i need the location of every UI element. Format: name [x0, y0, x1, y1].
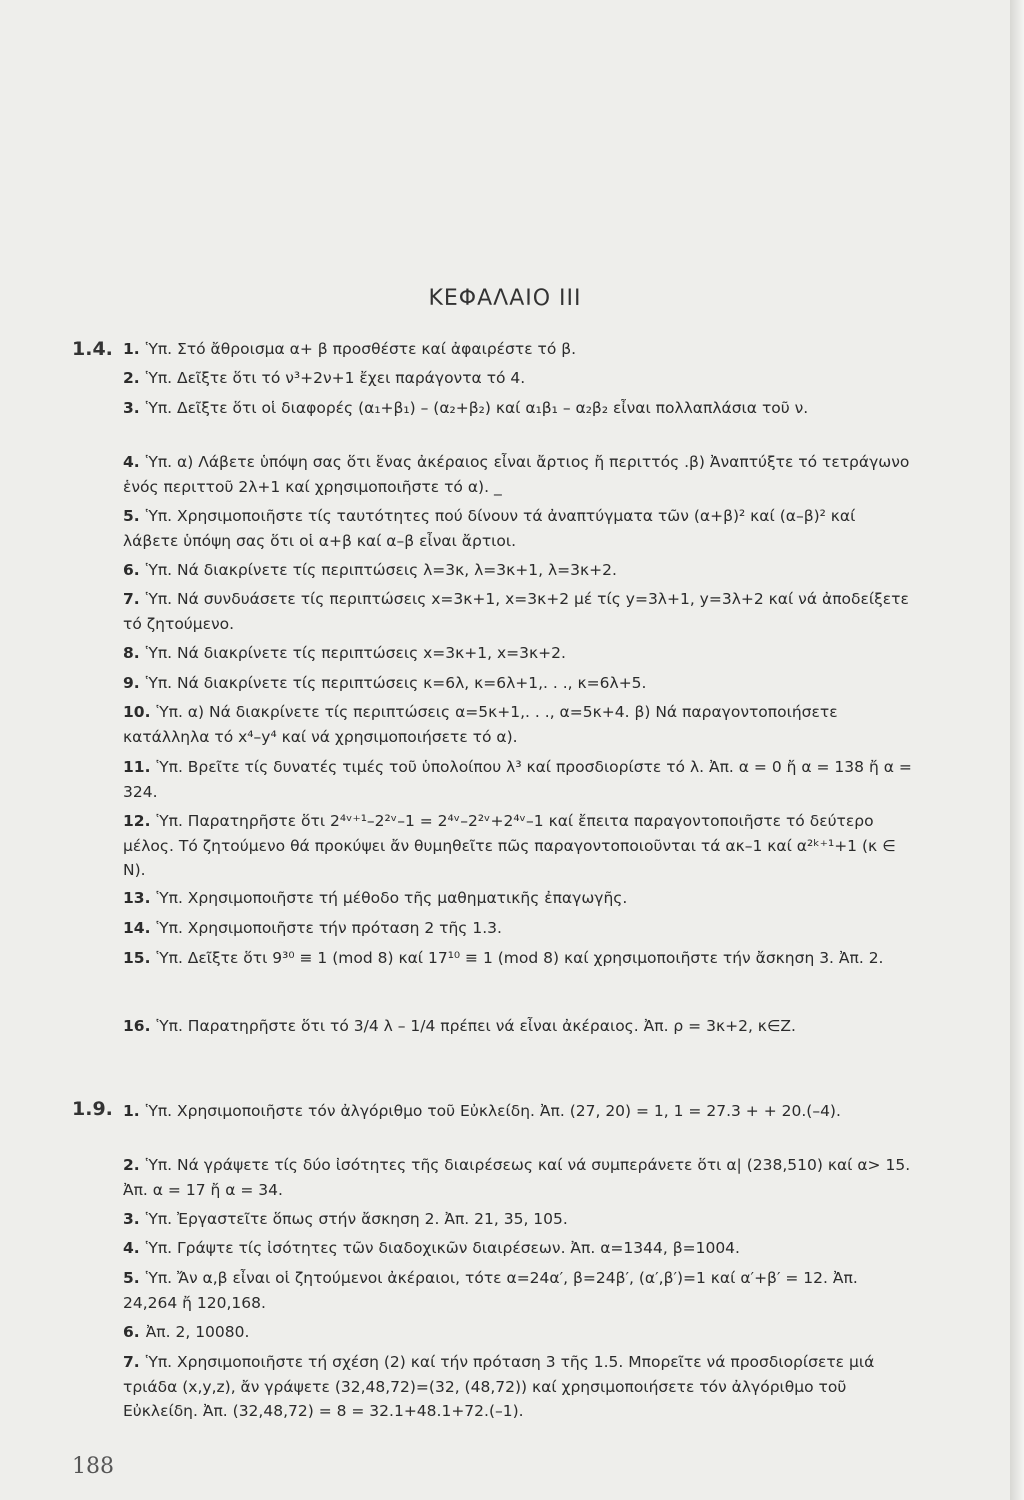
item-number: 11. — [123, 758, 151, 776]
item-number: 1. — [123, 340, 140, 358]
item-number: 3. — [123, 1210, 140, 1228]
item-number: 5. — [123, 1269, 140, 1287]
item-text: Ὑπ. Γράψτε τίς ἰσότητες τῶν διαδοχικῶν διαιρέσεων. Ἀπ. α=1344, β=1004. — [145, 1239, 740, 1257]
section-number: 1.4. — [72, 338, 113, 360]
item-number: 13. — [123, 889, 151, 907]
item-number: 5. — [123, 507, 140, 525]
exercise-item — [123, 641, 913, 666]
item-text: Ὑπ. Νά συνδυάσετε τίς περιπτώσεις x=3κ+1, x=3κ+2 μέ τίς y=3λ+1, y=3λ+2 καί νά ἀποδείξετε τό ζητούμενο. — [123, 590, 909, 633]
item-text: Ὑπ. Βρεῖτε τίς δυνατές τιμές τοῦ ὑπολοίπου λ³ καί προσδιορίστε τό λ. Ἀπ. α = 0 ἤ α = 138 ἤ α = 324. — [123, 758, 912, 801]
item-number: 10. — [123, 703, 151, 721]
item-number: 2. — [123, 369, 140, 387]
item-number: 12. — [123, 812, 151, 830]
exercise-item — [123, 1153, 913, 1202]
exercise-item — [123, 504, 913, 553]
item-text: Ὑπ. Ἐργαστεῖτε ὅπως στήν ἄσκηση 2. Ἀπ. 21, 35, 105. — [145, 1210, 568, 1228]
item-number: 6. — [123, 561, 140, 579]
item-text: Ἀπ. 2, 10080. — [145, 1323, 250, 1341]
item-text: Ὑπ. α) Νά διακρίνετε τίς περιπτώσεις α=5κ+1,. . ., α=5κ+4. β) Νά παραγοντοποιήσετε κατάλληλα τό x⁴–y⁴ καί νά χρησιμοποιήσετε τό α). — [123, 703, 838, 746]
item-number: 7. — [123, 590, 140, 608]
section-number: 1.9. — [72, 1098, 113, 1120]
item-number: 14. — [123, 919, 151, 937]
exercise-item — [123, 396, 913, 421]
item-number: 1. — [123, 1102, 140, 1120]
exercise-item — [123, 366, 913, 391]
item-text: Ὑπ. Νά διακρίνετε τίς περιπτώσεις κ=6λ, κ=6λ+1,. . ., κ=6λ+5. — [145, 674, 647, 692]
item-text: Ὑπ. Χρησιμοποιῆστε τή μέθοδο τῆς μαθηματικῆς ἐπαγωγῆς. — [156, 889, 628, 907]
chapter-title: ΚΕΦΑΛΑΙΟ III — [428, 286, 582, 311]
exercise-item — [123, 587, 913, 636]
exercise-item — [123, 809, 913, 883]
item-text: Ὑπ. Νά διακρίνετε τίς περιπτώσεις λ=3κ, λ=3κ+1, λ=3κ+2. — [145, 561, 617, 579]
item-text: Ὑπ. Παρατηρῆστε ὅτι τό 3/4 λ – 1/4 πρέπει νά εἶναι ἀκέραιος. Ἀπ. ρ = 3κ+2, κ∈Z. — [156, 1017, 796, 1035]
exercise-item — [123, 337, 913, 362]
item-text: Ὑπ. Νά διακρίνετε τίς περιπτώσεις x=3κ+1, x=3κ+2. — [145, 644, 566, 662]
item-text: Ὑπ. Νά γράψετε τίς δύο ἰσότητες τῆς διαιρέσεως καί νά συμπεράνετε ὅτι α| (238,510) καί α> 15. Ἀπ. α = 17 ἤ α = 34. — [123, 1156, 911, 1199]
item-text: Ὑπ. Ἄν α,β εἶναι οἱ ζητούμενοι ἀκέραιοι, τότε α=24α′, β=24β′, (α′,β′)=1 καί α′+β′ = 12. Ἀπ. 24,264 ἤ 120,168. — [123, 1269, 858, 1312]
item-text: Ὑπ. Παρατηρῆστε ὅτι 2⁴ᵛ⁺¹–2²ᵛ–1 = 2⁴ᵛ–2²ᵛ+2⁴ᵛ–1 καί ἔπειτα παραγοντοποιῆστε τό δεύτερο μέλος. Τό ζητούμενο θά προκύψει ἄν θυμηθεῖτε πῶς παραγοντοποιοῦνται τά ακ–1 καί α²ᵏ⁺¹+1 (κ ∈ N). — [123, 812, 896, 879]
item-text: Ὑπ. Στό ἄθροισμα α+ β προσθέστε καί ἀφαιρέστε τό β. — [145, 340, 577, 358]
page-number: 188 — [72, 1454, 114, 1479]
exercise-item — [123, 1266, 913, 1315]
exercise-item — [123, 700, 913, 749]
exercise-item — [123, 916, 913, 941]
exercise-item — [123, 1014, 913, 1039]
item-text: Ὑπ. α) Λάβετε ὑπόψη σας ὅτι ἕνας ἀκέραιος εἶναι ἄρτιος ἤ περιττός .β) Ἀναπτύξτε τό τετράγωνο ἑνός περιττοῦ 2λ+1 καί χρησιμοποιῆστε τό α). _ — [123, 453, 910, 496]
item-number: 2. — [123, 1156, 140, 1174]
exercise-item — [123, 558, 913, 583]
exercise-item — [123, 1207, 913, 1232]
item-number: 8. — [123, 644, 140, 662]
item-text: Ὑπ. Δεῖξτε ὅτι 9³⁰ ≡ 1 (mod 8) καί 17¹⁰ ≡ 1 (mod 8) καί χρησιμοποιῆστε τήν ἄσκηση 3. Ἀπ. 2. — [156, 949, 884, 967]
item-number: 4. — [123, 453, 140, 471]
page-edge — [1010, 0, 1024, 1500]
item-number: 15. — [123, 949, 151, 967]
item-number: 16. — [123, 1017, 151, 1035]
item-text: Ὑπ. Χρησιμοποιῆστε τήν πρόταση 2 τῆς 1.3. — [156, 919, 502, 937]
item-text: Ὑπ. Δεῖξτε ὅτι οἱ διαφορές (α₁+β₁) – (α₂+β₂) καί α₁β₁ – α₂β₂ εἶναι πολλαπλάσια τοῦ ν. — [145, 399, 809, 417]
item-text: Ὑπ. Χρησιμοποιῆστε τόν ἀλγόριθμο τοῦ Εὐκλείδη. Ἀπ. (27, 20) = 1, 1 = 27.3 + + 20.(–4). — [145, 1102, 841, 1120]
exercise-item — [123, 755, 913, 804]
exercise-item — [123, 450, 913, 499]
item-number: 7. — [123, 1353, 140, 1371]
exercise-item — [123, 1350, 913, 1424]
exercise-item — [123, 946, 913, 971]
item-number: 3. — [123, 399, 140, 417]
item-number: 6. — [123, 1323, 140, 1341]
item-number: 4. — [123, 1239, 140, 1257]
item-text: Ὑπ. Χρησιμοποιῆστε τίς ταυτότητες πού δίνουν τά ἀναπτύγματα τῶν (α+β)² καί (α–β)² καί λάβετε ὑπόψη σας ὅτι οἱ α+β καί α–β εἶναι ἄρτιοι. — [123, 507, 856, 550]
exercise-item — [123, 671, 913, 696]
exercise-item — [123, 886, 913, 911]
item-number: 9. — [123, 674, 140, 692]
item-text: Ὑπ. Χρησιμοποιῆστε τή σχέση (2) καί τήν πρόταση 3 τῆς 1.5. Μπορεῖτε νά προσδιορίσετε μιά τριάδα (x,y,z), ἄν γράψετε (32,48,72)=(32, (48,72)) καί χρησιμοποιήσετε τόν ἀλγόριθμο τοῦ Εὐκλείδη. Ἀπ. (32,48,72) = 8 = 32.1+48.1+72.(–1). — [123, 1353, 875, 1420]
exercise-item — [123, 1099, 913, 1124]
exercise-item — [123, 1236, 913, 1261]
item-text: Ὑπ. Δεῖξτε ὅτι τό ν³+2ν+1 ἔχει παράγοντα τό 4. — [145, 369, 526, 387]
exercise-item — [123, 1320, 913, 1345]
